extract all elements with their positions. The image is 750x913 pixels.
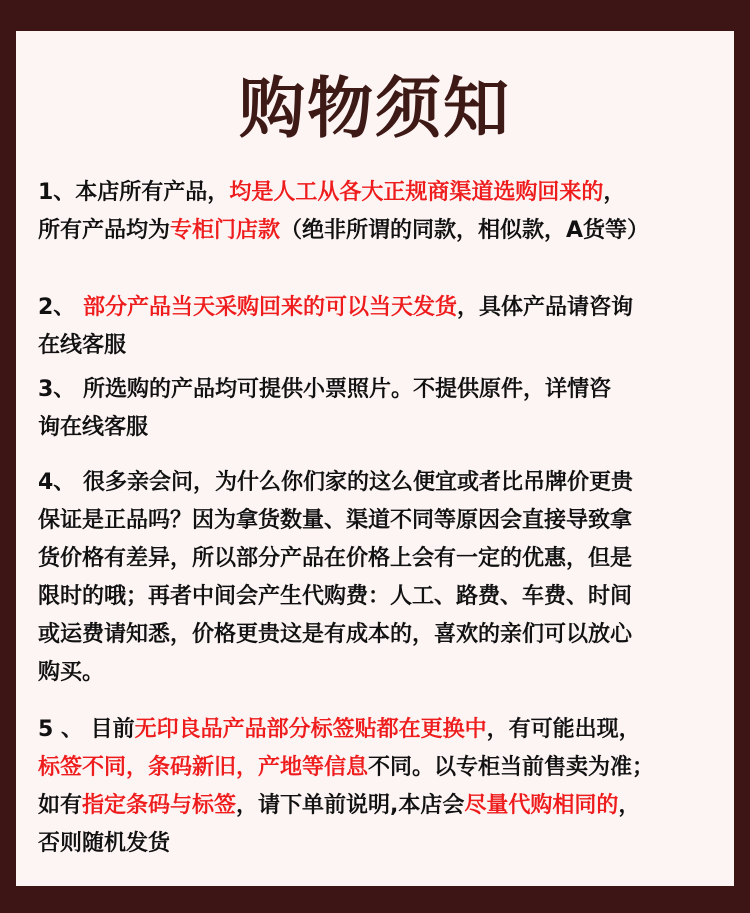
notice-item-5 bbox=[38, 711, 718, 863]
body-text: 3、 所选购的产品均可提供小票照片。不提供原件，详情咨 bbox=[38, 377, 611, 402]
notice-line bbox=[38, 371, 718, 409]
notice-line bbox=[38, 409, 718, 447]
body-text: 限时的哦；再者中间会产生代购费：人工、路费、车费、时间 bbox=[38, 584, 633, 609]
notice-item-2 bbox=[38, 289, 718, 365]
body-text: 不同。以专柜当前售卖为准； bbox=[368, 755, 655, 780]
body-text: 4、 很多亲会问，为什么你们家的这么便宜或者比吊牌价更贵 bbox=[38, 470, 633, 495]
body-text: 所有产品均为 bbox=[38, 218, 171, 243]
highlight-text: 均是人工从各大正规商渠道选购回来的 bbox=[229, 180, 604, 205]
notice-line bbox=[38, 502, 718, 540]
body-text: 5 、 目前 bbox=[38, 717, 135, 742]
notice-line bbox=[38, 787, 718, 825]
body-text: ， bbox=[603, 180, 626, 205]
highlight-text: 指定条码与标签 bbox=[82, 793, 237, 818]
notice-line bbox=[38, 749, 718, 787]
highlight-text: 标签不同，条码新旧，产地等信息 bbox=[38, 755, 369, 780]
notice-line bbox=[38, 540, 718, 578]
notice-line bbox=[38, 578, 718, 616]
highlight-text: 专柜门店款 bbox=[170, 218, 281, 243]
body-text: ，请下单前说明,本店会 bbox=[236, 793, 465, 818]
body-text: 货价格有差异，所以部分产品在价格上会有一定的优惠，但是 bbox=[38, 546, 633, 571]
body-text: 在线客服 bbox=[38, 333, 127, 358]
notice-item-1 bbox=[38, 174, 718, 250]
body-text: 1、本店所有产品， bbox=[38, 180, 230, 205]
body-text: 保证是正品吗？因为拿货数量、渠道不同等原因会直接导致拿 bbox=[38, 508, 633, 533]
notice-line bbox=[38, 289, 718, 327]
body-text: （绝非所谓的同款，相似款，A货等） bbox=[280, 218, 650, 243]
notice-line bbox=[38, 464, 718, 502]
notice-line bbox=[38, 654, 718, 692]
notice-line bbox=[38, 212, 718, 250]
body-text: 如有 bbox=[38, 793, 83, 818]
body-text: 或运费请知悉，价格更贵这是有成本的，喜欢的亲们可以放心 bbox=[38, 622, 633, 647]
body-text: ， bbox=[618, 793, 641, 818]
highlight-text: 无印良品产品部分标签贴都在更换中 bbox=[134, 717, 487, 742]
body-text: ，有可能出现， bbox=[486, 717, 641, 742]
notice-line bbox=[38, 616, 718, 654]
highlight-text: 尽量代购相同的 bbox=[464, 793, 619, 818]
notice-line bbox=[38, 825, 718, 863]
body-text: 询在线客服 bbox=[38, 415, 149, 440]
notice-line bbox=[38, 327, 718, 365]
page-title: 购物须知 bbox=[239, 70, 511, 147]
notice-card bbox=[16, 31, 734, 886]
notice-item-4 bbox=[38, 464, 718, 692]
notice-item-3 bbox=[38, 371, 718, 447]
notice-line bbox=[38, 711, 718, 749]
body-text: 否则随机发货 bbox=[38, 831, 171, 856]
highlight-text: 部分产品当天采购回来的可以当天发货 bbox=[82, 295, 457, 320]
body-text: 2、 bbox=[38, 295, 83, 320]
notice-line bbox=[38, 174, 718, 212]
body-text: 购买。 bbox=[38, 660, 105, 685]
body-text: ，具体产品请咨询 bbox=[456, 295, 633, 320]
